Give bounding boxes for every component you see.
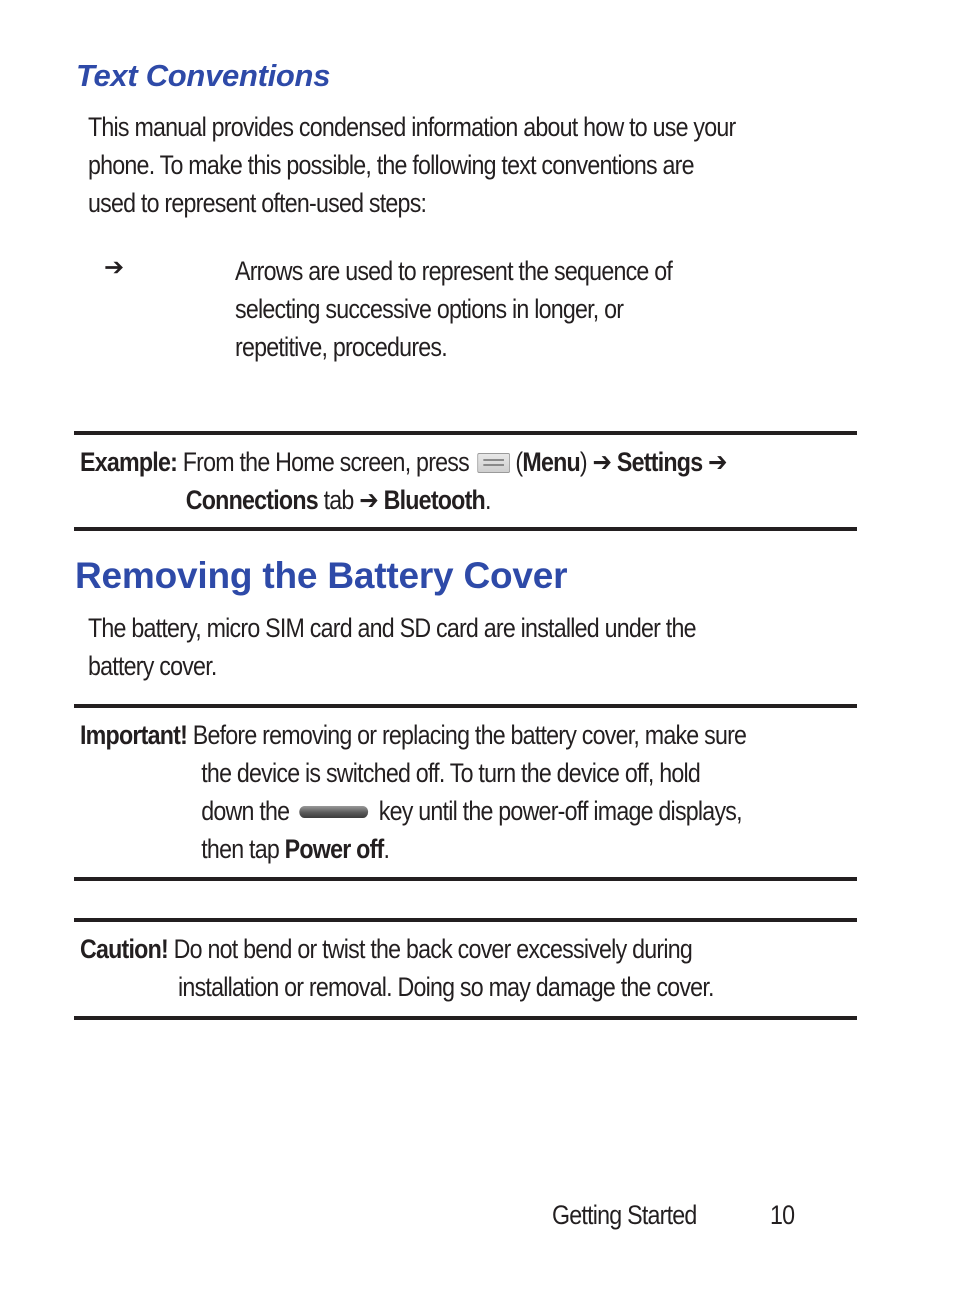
period: . [484,485,491,515]
tab-label: tab [323,485,354,515]
page-number: 10 [770,1200,795,1230]
paren: ) [579,447,587,477]
arrow-description [235,252,785,366]
footer-section: Getting Started [552,1200,697,1230]
intro-line: used to represent often-used steps: [88,188,427,218]
arrow-line: selecting successive options in longer, or [235,294,624,324]
bluetooth-label: Bluetooth [383,485,485,515]
example-line-2 [80,481,837,519]
arrow-icon: ➔ [592,447,612,477]
caution-top-rule [74,918,857,922]
arrow-line: Arrows are used to represent the sequence of [235,256,673,286]
important-line-3 [80,792,854,830]
paren: ( [515,447,523,477]
paragraph-line: battery cover. [88,651,217,681]
power-key-icon [300,806,369,818]
arrow-icon: ➔ [104,254,125,281]
caution-line-2: installation or removal. Doing so may damage the cover. [178,972,714,1002]
caution-bottom-rule [74,1016,857,1020]
battery-cover-paragraph [88,609,845,685]
period: . [383,834,390,864]
power-off-label: Power off [284,834,384,864]
important-text: key until the power-off image displays, [378,796,742,826]
caution-line-1 [80,930,854,968]
arrow-icon: ➔ [359,485,378,515]
important-top-rule [74,704,857,708]
arrow-icon: ➔ [708,447,727,477]
page-title: Removing the Battery Cover [75,555,568,596]
caution-text: Do not bend or twist the back cover excessively during [173,934,692,964]
important-bottom-rule [74,877,857,881]
example-label: Example: [80,447,178,477]
menu-key-icon [478,453,511,473]
important-label: Important! [80,720,188,750]
intro-line: This manual provides condensed information about how to use your [88,112,736,142]
example-text: From the Home screen, press [182,447,469,477]
caution-note [80,930,854,1006]
important-line-2: the device is switched off. To turn the device off, hold [201,758,701,788]
arrow-line: repetitive, procedures. [235,332,447,362]
intro-line: phone. To make this possible, the following text conventions are [88,150,694,180]
example-note [80,443,837,519]
section-heading-text-conventions: Text Conventions [76,58,331,93]
menu-label: Menu [522,447,580,477]
intro-paragraph [88,108,845,222]
example-top-rule [74,431,857,435]
paragraph-line: The battery, micro SIM card and SD card are installed under the [88,613,696,643]
important-line-4 [80,830,854,868]
important-text: down the [201,796,290,826]
important-line-1 [80,716,854,754]
example-bottom-rule [74,527,857,531]
connections-label: Connections [185,485,318,515]
example-line-1 [80,443,837,481]
important-text: then tap [201,834,279,864]
settings-label: Settings [616,447,703,477]
caution-label: Caution! [80,934,168,964]
important-text: Before removing or replacing the battery cover, make sure [192,720,747,750]
important-note [80,716,854,868]
